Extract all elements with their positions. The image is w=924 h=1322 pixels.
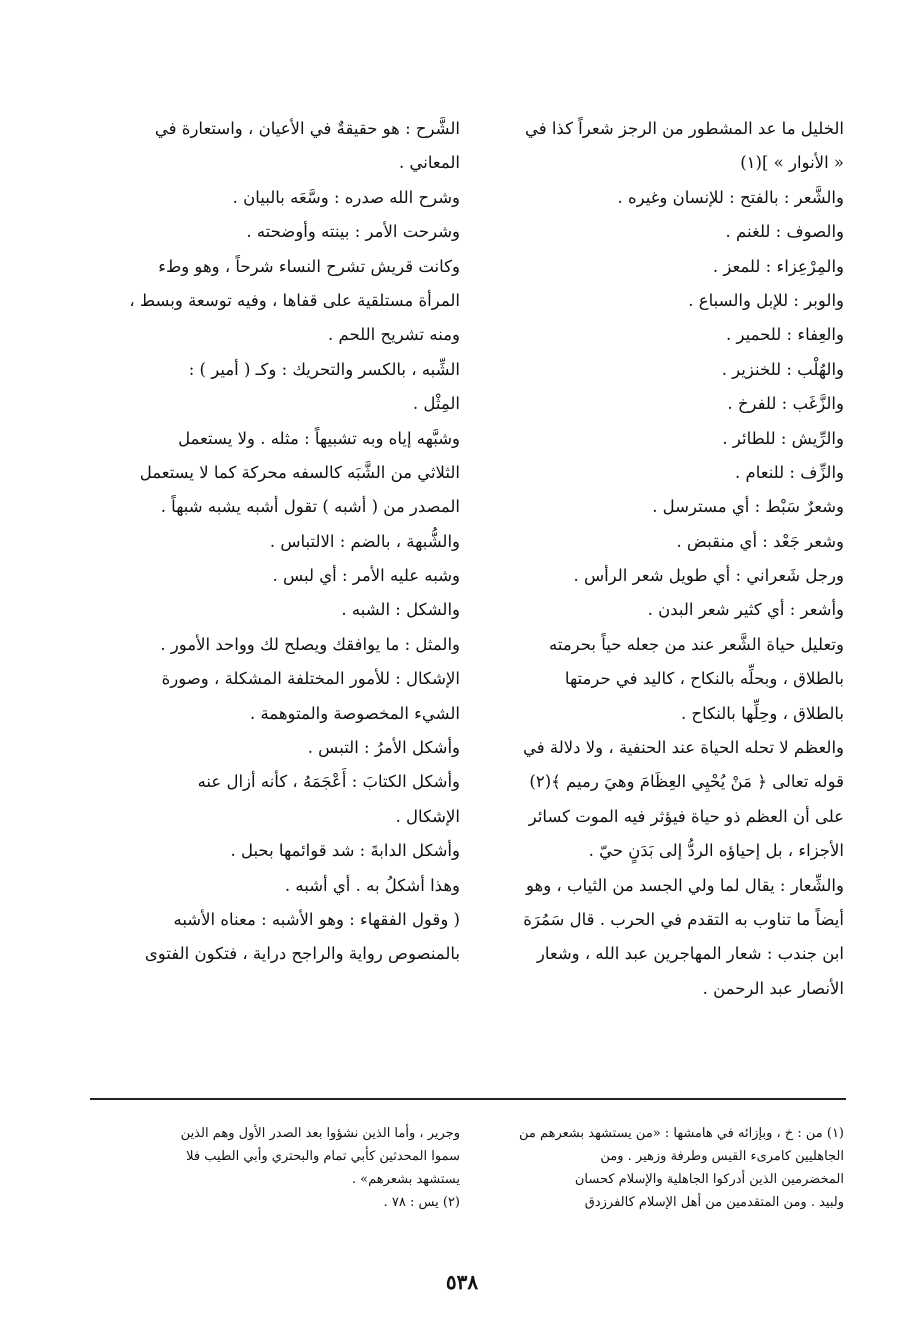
- text-line: المعاني .: [399, 153, 460, 173]
- text-line: بالمنصوص رواية والراجح دراية ، فتكون الفتوى: [144, 944, 460, 964]
- footnote-line: الجاهليين كامرىء القيس وطرفة وزهير . ومن: [600, 1149, 844, 1164]
- text-line: الأجزاء ، بل إحياؤه الردُّ إلى بَدَنٍ حيّ .: [588, 841, 844, 861]
- text-line: الثلاثي من الشَّبَه كالسفه محركة كما لا يستعمل: [139, 462, 460, 482]
- text-line: بالطلاق ، وبحلِّه بالنكاح ، كاليد في حرمتها: [564, 669, 844, 689]
- text-line: والهُلْب : للخنزير .: [721, 359, 844, 379]
- text-line: وأشعر : أي كثير شعر البدن .: [647, 600, 844, 620]
- text-line: والزِّف : للنعام .: [735, 462, 844, 482]
- footnote-line: (١) من : خ ، وبإزائه في هامشها : «من يستشهد بشعرهم من: [518, 1126, 844, 1141]
- text-line: وأشكل الكتابَ : أَعْجَمَهُ ، كأنه أزال عنه: [197, 772, 460, 792]
- text-line: وتعليل حياة الشَّعر عند من جعله حياً بحرمته: [549, 634, 844, 654]
- text-line: المصدر من ( أشبه ) تقول أشبه يشبه شبهاً .: [160, 497, 460, 517]
- footnote-left-column: [98, 1122, 460, 1214]
- footnote-line: سموا المحدثين كأبي تمام والبحتري وأبي الطيب فلا: [186, 1149, 460, 1164]
- left-text-column: [98, 112, 460, 972]
- text-line: وشبَّهه إياه وبه تشبيهاً : مثله . ولا يستعمل: [178, 428, 460, 448]
- text-line: وشبه عليه الأمر : أي لبس .: [272, 566, 460, 586]
- text-line: الشَّرح : هو حقيقةٌ في الأعيان ، واستعارة في: [154, 119, 460, 138]
- text-line: والرِّيش : للطائر .: [722, 428, 844, 448]
- text-line: والشِّعار : يقال لما ولي الجسد من الثياب ، وهو: [525, 875, 844, 895]
- text-line: والوبر : للإبل والسباع .: [688, 290, 844, 310]
- text-line: وشرح الله صدره : وسَّعَه بالبيان .: [232, 187, 460, 207]
- text-line: والشَّعر : بالفتح : للإنسان وغيره .: [617, 187, 844, 207]
- text-line: ( وقول الفقهاء : وهو الأشبه : معناه الأشبه: [173, 909, 460, 929]
- text-line: والزَّغَب : للفرخ .: [727, 394, 844, 414]
- footnote-line: يستشهد بشعرهم» .: [351, 1172, 460, 1187]
- text-line: ابن جندب : شعار المهاجرين عبد الله ، وشعار: [536, 944, 844, 964]
- text-line: وهذا أشكلُ به . أي أشبه .: [284, 875, 460, 895]
- text-line: الشيء المخصوصة والمتوهمة .: [249, 703, 460, 723]
- text-line: المِثْل .: [412, 394, 460, 414]
- text-line: الإشكال : للأمور المختلفة المشكلة ، وصورة: [161, 669, 460, 689]
- text-line: وأشكل الأمرُ : التبس .: [307, 738, 460, 758]
- footnote-divider: [90, 1098, 846, 1100]
- text-line: والصوف : للغنم .: [725, 222, 844, 242]
- text-line: والمِرْعِزاء : للمعز .: [712, 256, 844, 276]
- text-line: الشِّبه ، بالكسر والتحريك : وكـ ( أمير ) :: [188, 359, 460, 379]
- footnote-line: (٢) يس : ٧٨ .: [383, 1195, 460, 1210]
- text-line: وكانت قريش تشرح النساء شرحاً ، وهو وطء: [158, 256, 460, 276]
- text-line: على أن العظم ذو حياة فيؤثر فيه الموت كسائر: [528, 806, 844, 826]
- text-line: ومنه تشريح اللحم .: [328, 325, 460, 345]
- footnote-line: وجرير ، وأما الذين نشؤوا بعد الصدر الأول وهم الذين: [180, 1126, 460, 1141]
- text-line: وشرحت الأمر : بينته وأوضحته .: [246, 222, 460, 242]
- footnote-line: المخضرمين الذين أدركوا الجاهلية والإسلام كحسان: [574, 1172, 844, 1187]
- text-line: أيضاً ما تناوب به التقدم في الحرب . قال سَمُرَة: [523, 909, 844, 929]
- text-line: الخليل ما عد المشطور من الرجز شعراً كذا في: [524, 119, 844, 138]
- text-line: والشُّبهة ، بالضم : الالتباس .: [269, 531, 460, 551]
- text-line: وشعر جَعْد : أي منقبض .: [676, 531, 844, 551]
- text-line: المرأة مستلقية على قفاها ، وفيه توسعة وبسط ،: [129, 290, 460, 310]
- text-line: وأشكل الدابةَ : شد قوائمها بحبل .: [230, 841, 460, 861]
- footnote-right-column: [482, 1122, 844, 1214]
- page-number: ٥٣٨: [445, 1270, 479, 1294]
- right-text-column: [482, 112, 844, 1006]
- text-line: بالطلاق ، وحِلِّها بالنكاح .: [680, 703, 844, 723]
- text-line: وشعرٌ سَبْط : أي مسترسل .: [652, 497, 844, 517]
- text-line: والمثل : ما يوافقك ويصلح لك وواحد الأمور .: [160, 634, 460, 654]
- text-line: والعِفاء : للحمير .: [726, 325, 844, 345]
- text-line: قوله تعالى ﴿ مَنْ يُحْيِي العِظَامَ وهيَ رميم ﴾(٢): [529, 772, 844, 792]
- text-line: الإشكال .: [395, 806, 460, 826]
- text-line: ورجل شَعراني : أي طويل شعر الرأس .: [573, 566, 844, 586]
- text-line: « الأنوار » ](١): [740, 153, 844, 173]
- text-line: والعظم لا تحله الحياة عند الحنفية ، ولا دلالة في: [522, 738, 844, 758]
- footnote-line: ولبيد . ومن المتقدمين من أهل الإسلام كالفرزدق: [584, 1195, 844, 1210]
- text-line: والشكل : الشبه .: [341, 600, 460, 620]
- text-line: الأنصار عبد الرحمن .: [702, 978, 844, 998]
